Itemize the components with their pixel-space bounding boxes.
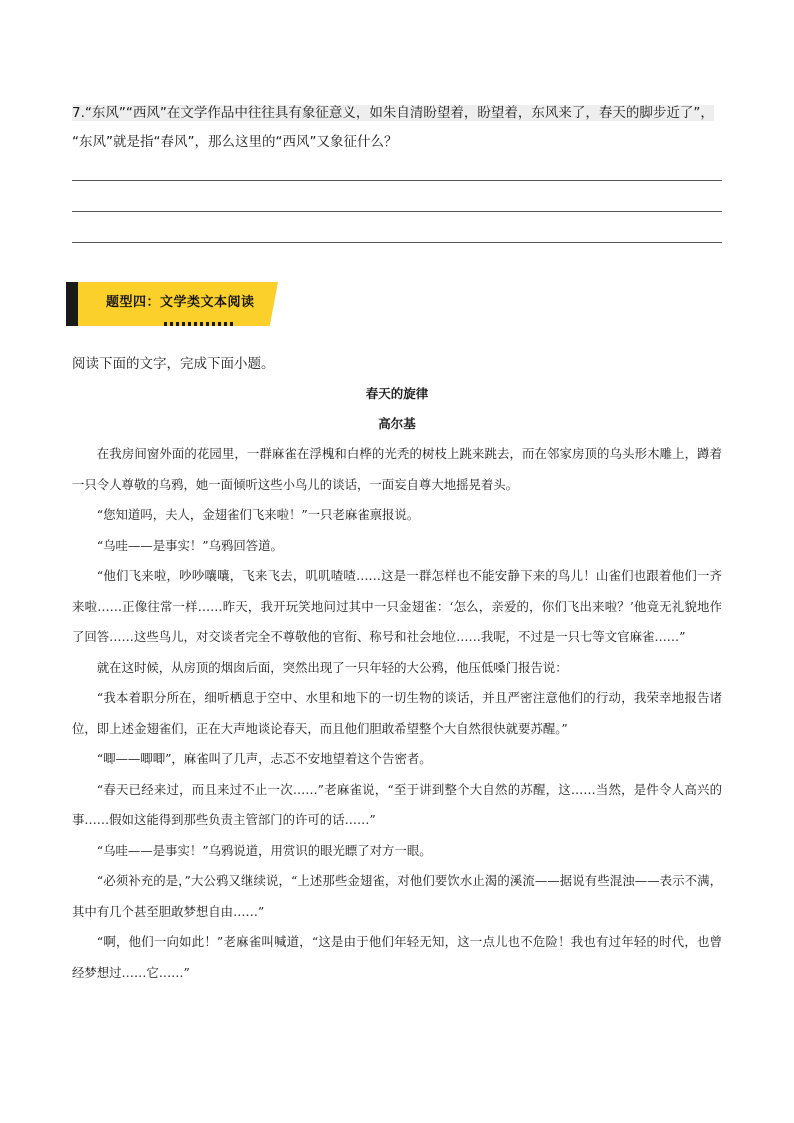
passage-author: 高尔基	[378, 416, 416, 431]
paragraph: “必须补充的是，”大公鸦又继续说，“上述那些金翅雀，对他们要饮水止渴的溪流——据说有些混浊——表示不满，其中有几个甚至胆敢梦想自由……”	[72, 873, 722, 919]
paragraph: “您知道吗，夫人，金翅雀们飞来啦！”一只老麻雀禀报说。	[96, 507, 420, 522]
paragraph: 就在这时候，从房顶的烟囱后面，突然出现了一只年轻的大公鸦，他压低嗓门报告说：	[96, 659, 568, 675]
banner-dots	[164, 322, 236, 326]
passage-title: 春天的旋律	[365, 386, 429, 401]
paragraph: “我本着职分所在，细听栖息于空中、水里和地下的一切生物的谈话，并且严密注意他们的行动，我荣幸地报告诸位，即上述金翅雀们，正在大声地谈论春天，而且他们胆敢希望整个大自然很快就要苏醒。”	[72, 690, 722, 736]
paragraph: “乌哇——是事实！”乌鸦说道，用赏识的眼光瞟了对方一眼。	[96, 842, 432, 858]
paragraph: “他们飞来啦，吵吵嚷嚷，飞来飞去，叽叽喳喳……这是一群怎样也不能安静下来的鸟儿！山雀们也跟着他们一齐来啦……正像往常一样……昨天，我开玩笑地问过其中一只金翅雀：‘怎么，亲爱的，你们飞出来啦？’他竟无礼貌地作了回答……这些鸟儿，对交谈者完全不尊敬他的官衔、称号和社会地位……我呢，不过是一只七等文官麻雀……”	[72, 568, 722, 644]
banner-stripe	[66, 282, 78, 326]
question-7-line-2: “东风”就是指“春风”，那么这里的“西风”又象征什么？	[72, 134, 398, 150]
paragraph: “春天已经来过，而且来过不止一次……”老麻雀说，“至于讲到整个大自然的苏醒，这……当然，是件令人高兴的事……假如这能得到那些负责主管部门的许可的话……”	[72, 781, 722, 827]
passage-body	[72, 439, 722, 988]
answer-line-1	[72, 180, 722, 181]
paragraph: “乌哇——是事实！”乌鸦回答道。	[96, 537, 283, 553]
section-title: 题型四：文学类文本阅读	[106, 295, 255, 310]
paragraph: “唧——唧唧”，麻雀叫了几声，忐忑不安地望着这个告密者。	[96, 751, 432, 766]
question-7	[72, 99, 732, 157]
paragraph: 在我房间窗外面的花园里，一群麻雀在浮槐和白桦的光秃的树枝上跳来跳去，而在邻家房顶的乌头形木雕上，蹲着一只令人尊敬的乌鸦，她一面倾听这些小鸟儿的谈话，一面妄自尊大地摇晃着头。	[72, 446, 722, 492]
question-7-line-1: 7.“东风”“西风”在文学作品中往往具有象征意义，如朱自清盼望着，盼望着，东风来了，春天的脚步近了”，	[72, 105, 714, 121]
section-banner	[66, 282, 278, 326]
reading-instruction: 阅读下面的文字，完成下面小题。	[72, 356, 275, 372]
answer-line-2	[72, 211, 722, 212]
paragraph: “啊，他们一向如此！”老麻雀叫喊道，“这是由于他们年轻无知，这一点儿也不危险！我也有过年轻的时代，也曾经梦想过……它……”	[72, 934, 722, 980]
answer-line-3	[72, 242, 722, 243]
